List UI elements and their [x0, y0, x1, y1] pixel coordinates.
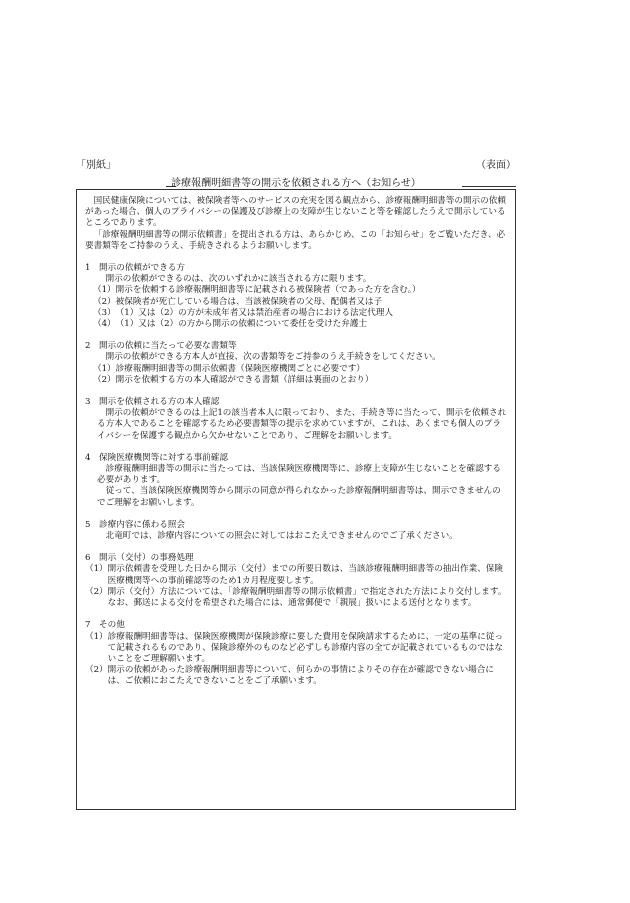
section-heading: 5 診療内容に係わる照会	[85, 519, 185, 530]
list-item	[85, 665, 509, 687]
item-text: 開示（交付）方法については、「診療報酬明細書等の開示依頼書」で指定された方法により交付します。なお、郵送による交付を希望された場合には、通常郵便で「親展」扱いによる送付となります。	[107, 586, 507, 609]
list-item	[85, 632, 509, 666]
list-item	[85, 375, 509, 386]
section-paragraph: 開示の依頼ができるのは上記1の該当者本人に限っており、また、手続き等に当たって、開示を依頼される方本人であることを確認するため必要書類等の提示を求めていますが、これは、あくまでも個人のプライバシーを保護する観点から欠かせないことであり、ご理解をお願いします。	[97, 408, 507, 441]
section-lead: 開示の依頼ができるのは、次のいずれかに該当される方に限ります。	[105, 274, 372, 285]
section-1	[85, 263, 509, 330]
title-rule-right	[462, 186, 516, 187]
section-5	[85, 520, 509, 542]
item-number: （2）	[93, 296, 116, 307]
section-heading: 4 保険医療機関等に対する事前確認	[85, 452, 228, 463]
section-7	[85, 620, 509, 687]
item-text: 開示を依頼する診療報酬明細書等に記載される被保険者（であった方を含む。）	[115, 285, 421, 296]
item-text: （1）又は（2）の方から開示の依頼について委任を受けた弁護士	[115, 319, 368, 330]
section-heading: 6 開示（交付）の事務処理	[85, 553, 194, 564]
section-6	[85, 553, 509, 609]
section-heading: 7 その他	[85, 620, 125, 631]
item-number: （2）	[85, 586, 108, 597]
section-heading: 1 開示の依頼ができる方	[85, 263, 185, 274]
list-item	[85, 564, 509, 586]
list-item	[85, 319, 509, 330]
section-heading: 3 開示を依頼される方の本人確認	[85, 397, 220, 408]
section-heading: 2 開示の依頼に当たって必要な書類等	[85, 341, 237, 352]
document-title: 診療報酬明細書等の開示を依頼される方へ（お知らせ）	[171, 178, 421, 189]
item-text: 被保険者が死亡している場合は、当該被保険者の父母、配偶者又は子	[115, 296, 383, 307]
section-paragraph: 北竜町では、診療内容についての照会に対してはおこたえできませんのでご了承ください。	[105, 531, 458, 542]
list-item	[85, 364, 509, 375]
item-text: 開示を依頼する方の本人確認ができる書類（詳細は裏面のとおり）	[115, 374, 374, 385]
item-number: （2）	[85, 665, 108, 676]
section-lead: 開示の依頼ができる方本人が直接、次の書類等をご持参のうえ手続きをしてください。	[105, 352, 441, 363]
attachment-label: 「別紙」	[76, 160, 116, 171]
item-text: （1）又は（2）の方が未成年者又は禁治産者の場合における法定代理人	[115, 307, 393, 318]
list-item	[85, 285, 509, 296]
intro-paragraph-1: 国民健康保険については、被保険者等へのサービスの充実を図る観点から、診療報酬明細書等の開示の依頼があった場合、個人のプライバシーの保護及び診療上の支障が生じないこと等を確認したうえで開示しているところであります。	[85, 196, 506, 229]
item-number: （1）	[85, 564, 108, 575]
item-text: 開示依頼書を受理した日から開示（交付）までの所要日数は、当該診療報酬明細書等の抽出作業、保険医療機関等への事前確認等のため1カ月程度要します。	[107, 564, 503, 586]
item-number: （3）	[93, 307, 116, 318]
list-item	[85, 587, 509, 609]
item-number: （4）	[93, 319, 116, 330]
notice-box	[76, 189, 516, 810]
section-2	[85, 341, 509, 386]
item-text: 診療報酬明細書等の開示依頼書（保険医療機関ごとに必要です）	[115, 363, 365, 374]
intro-paragraph-2: 「診療報酬明細書等の開示依頼書」を提出される方は、あらかじめ、この「お知らせ」をご覧いただき、必要書類等をご持参のうえ、手続きされるようお願いします。	[85, 229, 506, 251]
item-number: （1）	[93, 363, 116, 374]
item-number: （2）	[93, 374, 116, 385]
item-text: 診療報酬明細書等は、保険医療機関が保険診療に要した費用を保険請求するために、一定の基準に従って記載されるものであり、保険診療外のものなど必ずしも診療内容の全てが記載されているものではないことをご理解願います。	[107, 631, 503, 664]
front-side-label: （表面）	[476, 160, 516, 171]
list-item	[85, 308, 509, 319]
item-number: （1）	[93, 285, 116, 296]
list-item	[85, 297, 509, 308]
item-number: （1）	[85, 631, 108, 642]
section-4	[85, 453, 509, 509]
item-text: 開示の依頼があった診療報酬明細書等について、何らかの事情によりその存在が確認できない場合には、ご依頼におこたえできないことをご了承願います。	[107, 665, 494, 687]
section-paragraph: 診療報酬明細書等の開示に当たっては、当該保険医療機関等に、診療上支障が生じないことを確認する必要があります。	[97, 464, 501, 486]
section-paragraph: 従って、当該保険医療機関等から開示の同意が得られなかった診療報酬明細書等は、開示できませんのでご理解をお願いします。	[97, 486, 501, 508]
section-3	[85, 397, 509, 442]
